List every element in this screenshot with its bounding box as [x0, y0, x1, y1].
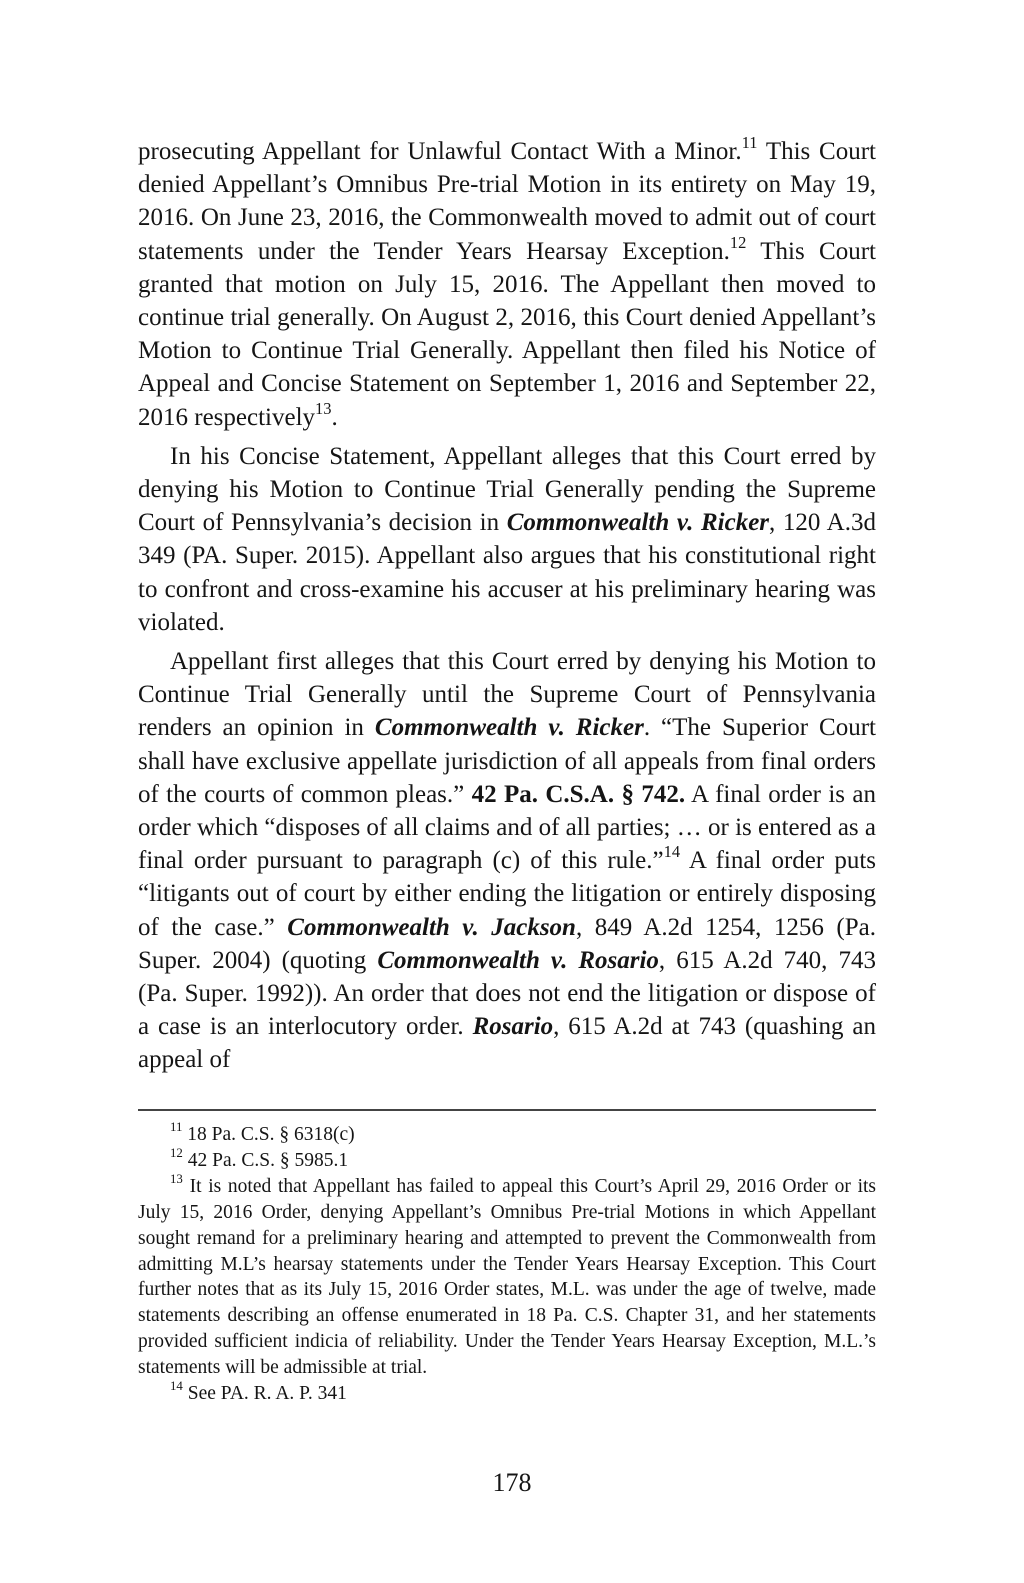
- case-citation: Commonwealth v. Ricker: [374, 714, 644, 742]
- paragraph-2: In his Concise Statement, Appellant alleges that this Court erred by denying his Motion to Continue Trial Generally pending the Supreme Court of Pennsylvania’s decision in Commonwealth v. Ricker, 120 A.3d 349 (PA. Super. 2015). Appellant also argues that his constitutional right to confront and cross-examine his accuser at his preliminary hearing was violated.: [138, 442, 876, 636]
- footnote-ref-11[interactable]: 11: [741, 133, 758, 153]
- footnote-ref-13[interactable]: 13: [315, 398, 332, 418]
- paragraph-3: Appellant first alleges that this Court erred by denying his Motion to Continue Trial Generally until the Supreme Court of Pennsylvania renders an opinion in Commonwealth v. Ricker. “The Superior Court shall have exclusive appellate jurisdiction of all appeals from final orders of the courts of common pleas.” 42 Pa. C.S.A. § 742. A final order is an order which “disposes of all claims and of all parties; … or is entered as a final order pursuant to paragraph (c) of this rule.”$^{14}$ A final order puts “litigants out of court by either ending the litigation or entirely disposing of the case.” Commonwealth v. Jackson, 849 A.2d 1254, 1256 (Pa. Super. 2004) (quoting Commonwealth v. Rosario, 615 A.2d 740, 743 (Pa. Super. 1992)). An order that does not end the litigation or dispose of a case is an interlocutory order. Rosario, 615 A.2d at 743 (quashing an appeal of: [138, 648, 877, 1074]
- footnotes: [138, 1122, 876, 1407]
- body-text: [138, 135, 876, 1083]
- footnote-13: $^{13}$ It is noted that Appellant has failed to appeal this Court’s April 29, 2016 Order or its July 15, 2016 Order, denying Appellant’s Omnibus Pre-trial Motions in which Appellant sought remand for a preliminary hearing and attempted to prevent the Commonwealth from admitting M.L’s hearsay statements under the Tender Years Hearsay Exception. This Court further notes that as its July 15, 2016 Order states, M.L. was under the age of twelve, made statements describing an offense enumerated in 18 Pa. C.S. Chapter 31, and her statements provided sufficient indicia of reliability. Under the Tender Years Hearsay Exception, M.L.’s statements will be admissible at trial.: [138, 1172, 876, 1379]
- statute-citation: 42 Pa. C.S.A. § 742.: [471, 780, 686, 808]
- footnote-ref-12[interactable]: 12: [729, 232, 747, 252]
- footnote-14: $^{14}$ See PA. R. A. P. 341: [170, 1379, 347, 1405]
- footnote-divider: [138, 1109, 876, 1111]
- case-citation: Commonwealth v. Jackson: [287, 913, 576, 941]
- case-citation: Commonwealth v. Rosario: [377, 946, 659, 974]
- footnote-11: $^{11}$ 18 Pa. C.S. § 6318(c): [170, 1120, 355, 1145]
- footnote-12: $^{12}$ 42 Pa. C.S. § 5985.1: [170, 1146, 349, 1171]
- case-citation: Rosario: [472, 1013, 554, 1041]
- case-citation: Commonwealth v. Ricker: [506, 509, 770, 537]
- footnote-ref-14[interactable]: 14: [663, 842, 681, 862]
- page-number: 178: [492, 1468, 532, 1497]
- paragraph-1: prosecuting Appellant for Unlawful Contact With a Minor.$^{11}$ This Court denied Appellant’s Omnibus Pre-trial Motion in its entirety on May 19, 2016. On June 23, 2016, the Commonwealth moved to admit out of court statements under the Tender Years Hearsay Exception.$^{12}$ This Court granted that motion on July 15, 2016. The Appellant then moved to continue trial generally. On August 2, 2016, this Court denied Appellant’s Motion to Continue Trial Generally. Appellant then filed his Notice of Appeal and Concise Statement on September 1, 2016 and September 22, 2016 respectively$^{13}$.: [138, 133, 876, 431]
